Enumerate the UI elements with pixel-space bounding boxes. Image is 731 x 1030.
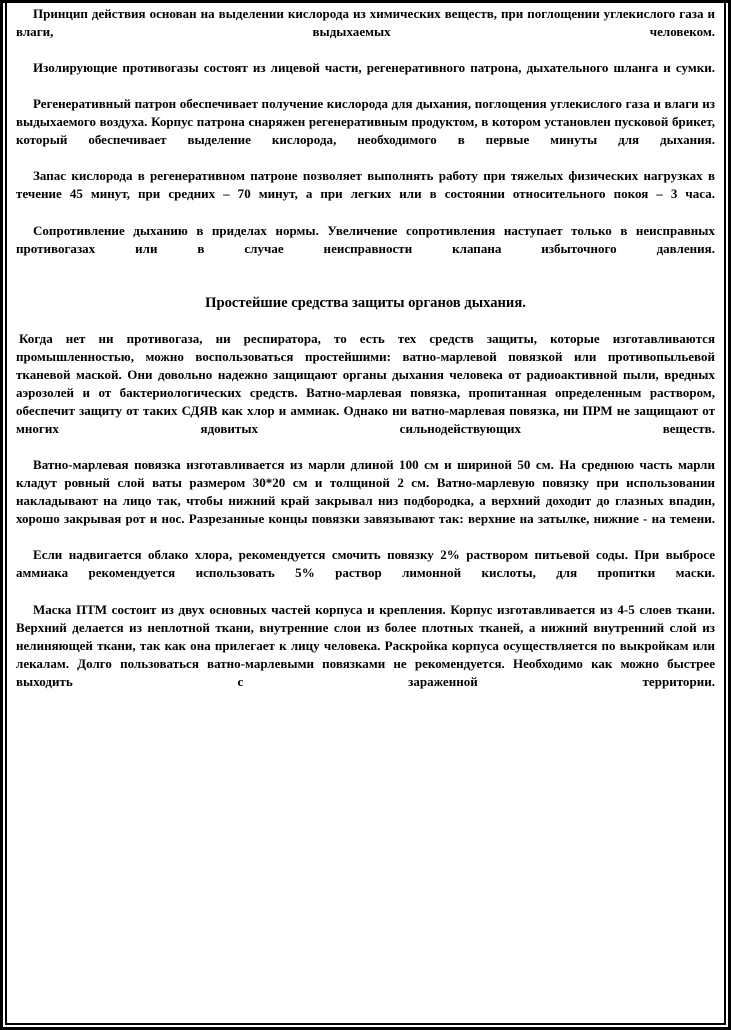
paragraph-oxygen-reserve-duration: Запас кислорода в регенеративном патроне позволяет выполнять работу при тяжелых физических нагрузках в течение 45 минут, при средних – 70 минут, а при легких или в состоянии относительного покоя – 3 часа. (16, 168, 715, 202)
paragraph-chlorine-ammonia-solutions: Если надвигается облако хлора, рекомендуется смочить повязку 2% раствором питьевой соды. При выбросе аммиака рекомендуется использовать 5% раствор лимонной кислоты, для пропитки маски. (16, 547, 715, 581)
paragraph-breathing-resistance: Сопротивление дыханию в приделах нормы. Увеличение сопротивления наступает только в неисправных противогазах или в случае неисправности клапана избыточного давления. (16, 222, 715, 256)
heading-spacer-below (16, 312, 715, 330)
paragraph-no-gas-mask-available: Когда нет ни противогаза, ни респиратора, то есть тех средств защиты, которые изготавливаются промышленностью, можно воспользоваться простейшими: ватно-марлевой повязкой или противопыльевой тканевой маской. Они довольно надежно защищают органы дыхания человека от радиоактивной пыли, вредных аэрозолей и от бактериологических средств. Ватно-марлевая повязка, пропитанная определенным раствором, обеспечит защиту от таких СДЯВ как хлор и аммиак. Однако ни ватно-марлевая повязка, ни ПРМ не защищают от многих ядовитых сильнодействующих веществ. (16, 330, 715, 437)
document-body (16, 5, 715, 1021)
paragraph-regenerative-cartridge: Регенеративный патрон обеспечивает получение кислорода для дыхания, поглощения углекислого газа и влаги из выдыхаемого воздуха. Корпус патрона снаряжен регенеративным продуктом, в котором установлен пусковой брикет, который обеспечивает выделение кислорода, необходимого в первые минуты для дыхания. (16, 96, 715, 148)
paragraph-ptm-mask-construction: Маска ПТМ состоит из двух основных частей корпуса и крепления. Корпус изготавливается из 4-5 слоев ткани. Верхний делается из неплотной ткани, внутренние слои из более плотных тканей, а нижний внутренний слой из нелиняющей ткани, так как она прилегает к лицу человека. Раскройка корпуса осуществляется по выкройкам или лекалам. Долго пользоваться ватно-марлевыми повязками не рекомендуется. Необходимо как можно быстрее выходить с зараженной территории. (16, 601, 715, 689)
paragraph-insulating-gas-masks: Изолирующие противогазы состоят из лицевой части, регенеративного патрона, дыхательного шланга и сумки. (33, 60, 715, 76)
paragraph-cotton-gauze-bandage-making: Ватно-марлевая повязка изготавливается из марли длиной 100 см и шириной 50 см. На среднюю часть марли кладут ровный слой ваты размером 30*20 см и толщиной 2 см. Ватно-марлевую повязку при использовании накладывают на лицо так, чтобы нижний край закрывал низ подбородка, а верхний доходит до глазных впадин, хорошо закрывая рот и нос. Разрезанные концы повязки завязывают так: верхние на затылке, нижние - на темени. (16, 457, 715, 527)
paragraph-principle-of-action: Принцип действия основан на выделении кислорода из химических веществ, при поглощении углекислого газа и влаги, выдыхаемых человеком. (16, 6, 715, 40)
heading-spacer-above (16, 276, 715, 294)
section-heading-simple-respiratory-protection: Простейшие средства защиты органов дыхания. (205, 294, 526, 311)
